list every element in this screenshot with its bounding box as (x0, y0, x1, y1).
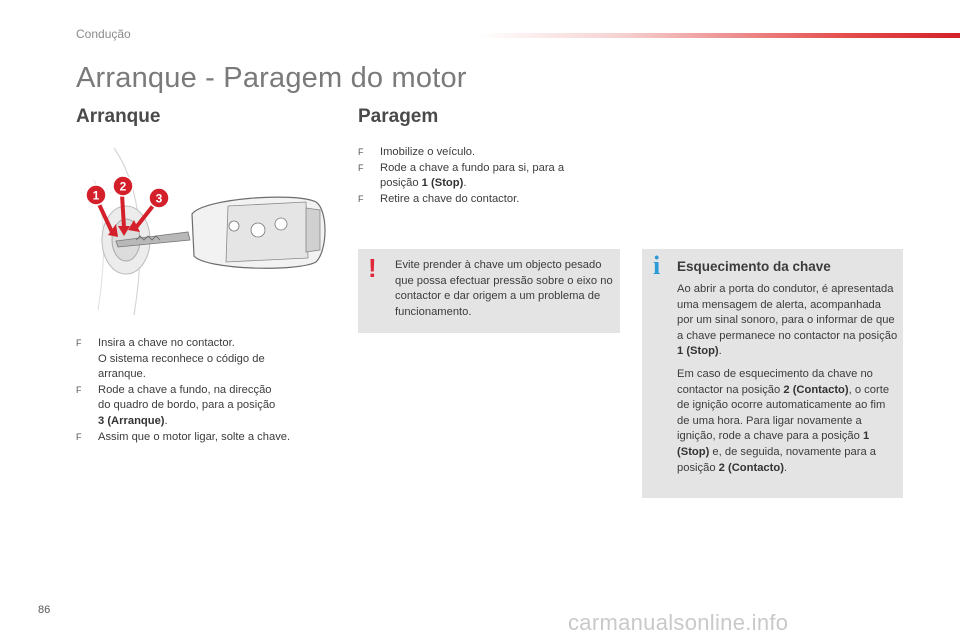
section-label: Condução (76, 27, 131, 41)
info-box (642, 249, 903, 498)
info-title: Esquecimento da chave (677, 259, 831, 274)
heading-arranque: Arranque (76, 106, 161, 127)
list-item: F Rode a chave a fundo, na direcção do quadro de bordo, para a posição 3 (Arranque). (76, 383, 276, 427)
checkbox-marker-icon: F (76, 338, 82, 348)
svg-text:3: 3 (155, 191, 163, 206)
info-paragraph-2: Em caso de esquecimento da chave no contactor na posição 2 (Contacto), o corte de ignição ocorre automaticamente ao fim de uma hora. Para ligar novamente a ignição, rode a chave para a posição 1 (Stop) e, de seguida, novamente para a posição 2 (Contacto). (677, 368, 890, 474)
list-item: F Imobilize o veículo. (358, 145, 608, 161)
checkbox-marker-icon: F (76, 384, 82, 395)
heading-paragem: Paragem (358, 106, 439, 127)
page-number: 86 (38, 604, 51, 616)
callout-2 (113, 176, 133, 196)
warning-icon: ! (368, 253, 377, 283)
callout-1 (86, 185, 106, 205)
svg-text:1: 1 (92, 188, 100, 203)
list-item: F Insira a chave no contactor. O sistema reconhece o código de arranque. (76, 337, 265, 381)
info-paragraph-1: Ao abrir a porta do condutor, é apresentada uma mensagem de alerta, acompanhada por um sinal sonoro, para o informar de que a chave permanece no contactor na posição 1 (Stop). (677, 283, 898, 358)
ignition-key-illustration (76, 140, 336, 320)
checkbox-marker-icon: F (358, 193, 364, 204)
list-item: F Retire a chave do contactor. (358, 192, 608, 208)
page-title: Arranque - Paragem do motor (76, 62, 467, 94)
list-item: F Rode a chave a fundo para si, para a posição 1 (Stop). (358, 161, 565, 190)
checkbox-marker-icon: F (76, 431, 82, 442)
warning-text: Evite prender à chave um objecto pesado que possa efectuar pressão sobre o eixo no contactor e dar origem a um problema de funcionamento. (395, 259, 613, 318)
list-item: F Assim que o motor ligar, solte a chave. (76, 430, 326, 446)
callout-3 (149, 188, 169, 208)
checkbox-marker-icon: F (358, 147, 364, 157)
paragem-steps (358, 145, 608, 207)
arranque-steps (76, 336, 326, 445)
svg-text:2: 2 (119, 179, 127, 194)
warning-box (358, 249, 620, 333)
checkbox-marker-icon: F (358, 162, 364, 173)
watermark: carmanualsonline.info (568, 610, 789, 635)
header-accent-bar (478, 33, 960, 38)
info-icon: i (653, 251, 661, 280)
